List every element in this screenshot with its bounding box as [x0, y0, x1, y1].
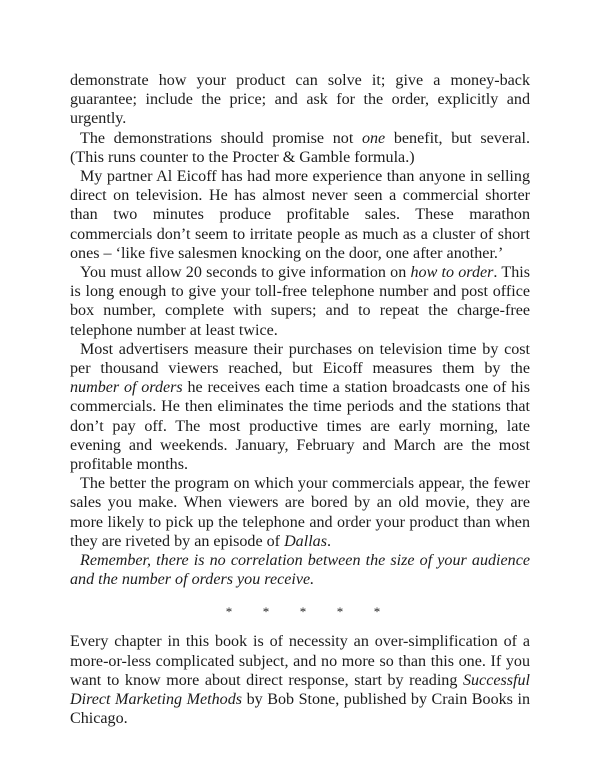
text-run: You must allow 20 seconds to give information on: [80, 264, 411, 282]
text-run: he receives each time a station broadcasts one of his commercials. He then eliminates the time periods and the stations that don’t pay off. The most productive times are early morning, late evening and weekends. January, February and March are the most profitable months.: [70, 379, 530, 474]
text-run: The demonstrations should promise not: [80, 129, 362, 147]
text-run: The better the program on which your commercials appear, the fewer sales you make. When viewers are bored by an old movie, they are more likely to pick up the telephone and order your product than when they are riveted by an episode of: [70, 475, 530, 550]
text-run: by Bob Stone, published by Crain Books in Chicago.: [70, 691, 530, 728]
asterisk: *: [299, 604, 307, 620]
paragraph-demonstrations: [70, 129, 530, 167]
asterisk: *: [225, 604, 233, 620]
emphasis-text: number of orders: [70, 379, 183, 397]
text-run: . This is long enough to give your toll-free telephone number and post office box number, complete with supers; and to repeat the charge-free telephone number at least twice.: [70, 264, 530, 339]
paragraph-better-program: [70, 474, 530, 551]
book-page: [70, 71, 530, 729]
text-run: Most advertisers measure their purchases on television time by cost per thousand viewers reached, but Eicoff measures them by the: [70, 340, 530, 378]
text-run: .: [327, 532, 332, 550]
text-run: benefit, but several. (This runs counter to the Procter & Gamble formula.): [70, 129, 530, 166]
paragraph-remember: [70, 551, 530, 589]
emphasis-text: one: [361, 129, 386, 147]
emphasis-text: Remember, there is no correlation between the size of your audience and the number of orders you receive.: [70, 552, 530, 589]
emphasis-text: how to order: [410, 264, 494, 282]
emphasis-text: Dallas: [284, 532, 327, 550]
asterisk: *: [373, 604, 381, 620]
paragraph-how-to-order: [70, 263, 530, 340]
text-run: Every chapter in this book is of necessity an over-simplification of a more-or-less complicated subject, and no more so than this one. If you want to know more about direct response, start by reading: [70, 633, 530, 689]
section-separator: [70, 603, 530, 621]
asterisk: *: [336, 604, 344, 620]
paragraph-eicoff: [70, 167, 530, 263]
text-run: demonstrate how your product can solve it; give a money-back guarantee; include the price; and ask for the order, explicitly and urgently.: [70, 72, 530, 128]
asterisk: *: [262, 604, 270, 620]
paragraph-measure-orders: [70, 340, 530, 474]
paragraph-closing: [70, 632, 530, 728]
paragraph-continuation: [70, 71, 530, 129]
book-title: Successful Direct Marketing Methods: [70, 671, 530, 709]
text-run: My partner Al Eicoff has had more experience than anyone in selling direct on television. He has almost never seen a commercial shorter than two minutes produce profitable sales. These marathon commercials don’t seem to irritate people as much as a cluster of short ones – ‘like five salesmen knocking on the door, one after another.’: [70, 168, 530, 262]
